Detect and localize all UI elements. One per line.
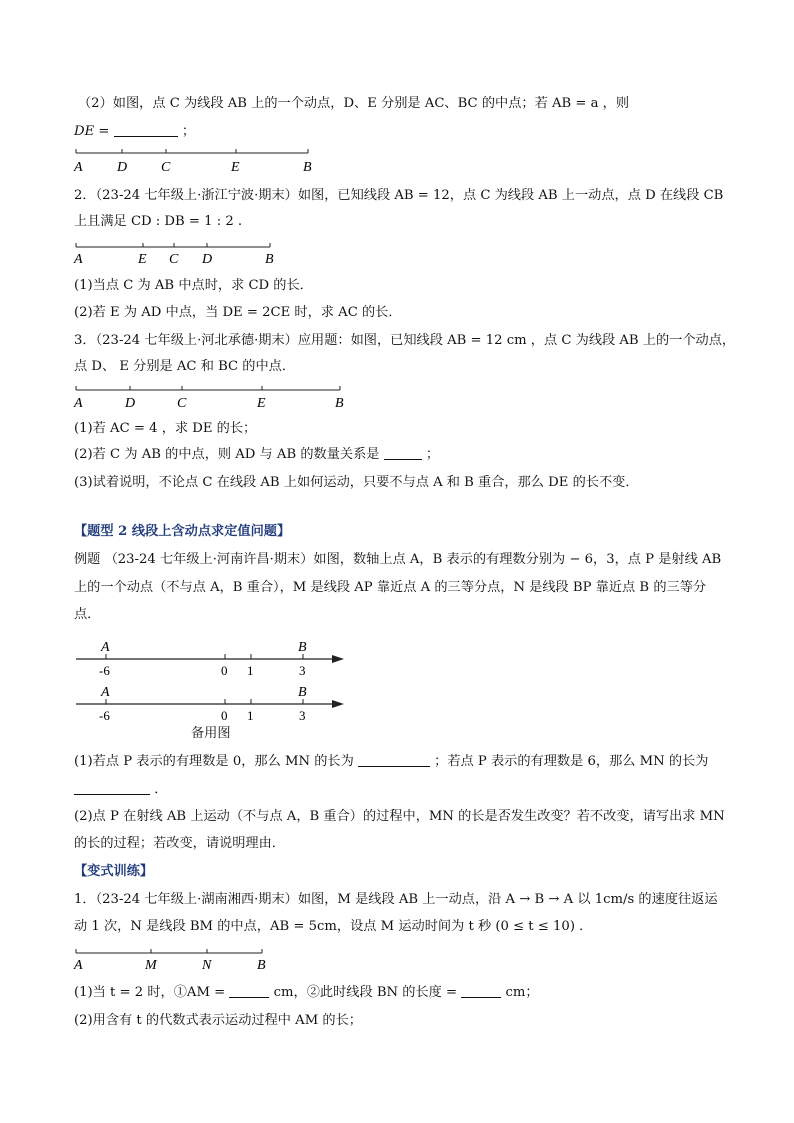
point-label: A: [74, 252, 83, 267]
type2-line3: 点．: [74, 607, 101, 622]
type2-line2: 上的一个动点（不与点 A，B 重合），M 是线段 AP 靠近点 A 的三等分点，N 是线段 BP 靠近点 B 的三等分: [74, 580, 707, 595]
variant-sub1: [74, 983, 539, 1003]
q3-sub2-pre: (2)若 C 为 AB 的中点，则 AD 与 AB 的数量关系是: [74, 447, 380, 462]
axis-tick-label: -6: [99, 663, 110, 678]
p1-line1: （2）如图，点 C 为线段 AB 上的一个动点，D、E 分别是 AC、BC 的中点；若 AB = a ，则: [78, 96, 630, 111]
spare-figure-caption: 备用图: [191, 726, 231, 741]
type2-sub2-line2: 的长的过程；若改变，请说明理由．: [74, 836, 285, 851]
q3-sub2-post: ；: [425, 447, 440, 462]
variant-sub2: (2)用含有 t 的代数式表示运动过程中 AM 的长；: [74, 1013, 362, 1028]
axis-tick-label: 1: [247, 708, 254, 723]
point-label: C: [161, 160, 171, 175]
point-label: A: [74, 958, 83, 973]
segment-figure-2: [74, 242, 294, 272]
section-heading-variant: 【变式训练】: [74, 864, 154, 879]
answer-blank[interactable]: [384, 445, 422, 460]
segment-figure-3: [74, 385, 364, 415]
type2-sub1-c: ．: [154, 782, 168, 797]
point-label: A: [74, 396, 83, 411]
type2-sub1-b: ；若点 P 表示的有理数是 6，那么 MN 的长为: [434, 754, 709, 769]
p1-line2: [74, 122, 195, 142]
axis-tick-label: 0: [221, 663, 228, 678]
point-label: C: [177, 396, 187, 411]
point-label: E: [231, 160, 240, 175]
q2-line1: 2．（23-24 七年级上·浙江宁波·期末）如图，已知线段 AB = 12，点 C 为线段 AB 上一动点，点 D 在线段 CB: [74, 188, 724, 203]
point-label: B: [265, 252, 274, 267]
q2-sub1: (1)当点 C 为 AB 中点时，求 CD 的长．: [74, 278, 313, 293]
q3-sub1: (1)若 AC = 4 ，求 DE 的长；: [74, 421, 257, 436]
type2-sub2-line1: (2)点 P 在射线 AB 上运动（不与点 A，B 重合）的过程中，MN 的长是否发生改变？若不改变，请写出求 MN: [74, 809, 725, 824]
q3-line1: 3．（23-24 七年级上·河北承德·期末）应用题：如图，已知线段 AB = 12 cm ，点 C 为线段 AB 上的一个动点，: [74, 333, 736, 348]
variant-sub1-b: cm，②此时线段 BN 的长度 =: [273, 985, 458, 1000]
point-label: E: [257, 396, 266, 411]
point-label: A: [74, 160, 83, 175]
axis-tick-label: 3: [299, 708, 306, 723]
axis-point-label: B: [298, 640, 307, 655]
axis-point-label: A: [101, 640, 110, 655]
point-label: M: [145, 958, 157, 973]
axis-point-label: B: [298, 685, 307, 700]
number-line-2: [74, 683, 374, 729]
segment-figure-4: [74, 948, 294, 978]
type2-sub1: [74, 752, 708, 772]
point-label: C: [169, 252, 179, 267]
axis-tick-label: 3: [299, 663, 306, 678]
q3-sub3: (3)试着说明，不论点 C 在线段 AB 上如何运动，只要不与点 A 和 B 重合，那么 DE 的长不变．: [74, 475, 639, 490]
section-heading-type2: 【题型 2 线段上含动点求定值问题】: [74, 524, 291, 539]
axis-tick-label: 0: [221, 708, 228, 723]
answer-blank[interactable]: [358, 752, 430, 767]
answer-blank[interactable]: [114, 122, 178, 137]
variant-sub1-a: (1)当 t = 2 时，①AM =: [74, 985, 226, 1000]
point-label: D: [125, 396, 136, 411]
point-label: B: [303, 160, 312, 175]
point-label: E: [138, 252, 147, 267]
axis-tick-label: -6: [99, 708, 110, 723]
variant-line2: 动 1 次，N 是线段 BM 的中点，AB = 5cm，设点 M 运动时间为 t 秒 (0 ≤ t ≤ 10) ．: [74, 919, 593, 934]
type2-line1: 例题 （23-24 七年级上·河南许昌·期末）如图，数轴上点 A，B 表示的有理数分别为 − 6，3，点 P 是射线 AB: [74, 552, 722, 567]
segment-figure-1: [74, 148, 334, 178]
type2-sub1-a: (1)若点 P 表示的有理数是 0，那么 MN 的长为: [74, 754, 354, 769]
q3-sub2: [74, 445, 439, 465]
answer-blank[interactable]: [461, 983, 501, 998]
axis-tick-label: 1: [247, 663, 254, 678]
point-label: D: [117, 160, 128, 175]
point-label: B: [257, 958, 266, 973]
p1-line2-pre: DE =: [74, 124, 110, 139]
answer-blank[interactable]: [74, 780, 150, 795]
number-line-1: [74, 638, 374, 684]
q2-line2: 上且满足 CD : DB = 1 : 2 .: [74, 214, 243, 229]
variant-sub1-c: cm；: [505, 985, 539, 1000]
variant-line1: 1．（23-24 七年级上·湖南湘西·期末）如图，M 是线段 AB 上一动点，沿 A → B → A 以 1cm/s 的速度往返运: [74, 892, 718, 907]
point-label: B: [335, 396, 344, 411]
point-label: N: [202, 958, 212, 973]
p1-line2-post: ；: [181, 124, 196, 139]
type2-sub1-cont: [74, 780, 167, 800]
axis-point-label: A: [101, 685, 110, 700]
q2-sub2: (2)若 E 为 AD 中点，当 DE = 2CE 时，求 AC 的长．: [74, 305, 402, 320]
q3-line2: 点 D、 E 分别是 AC 和 BC 的中点．: [74, 359, 296, 374]
point-label: D: [202, 252, 213, 267]
answer-blank[interactable]: [229, 983, 269, 998]
